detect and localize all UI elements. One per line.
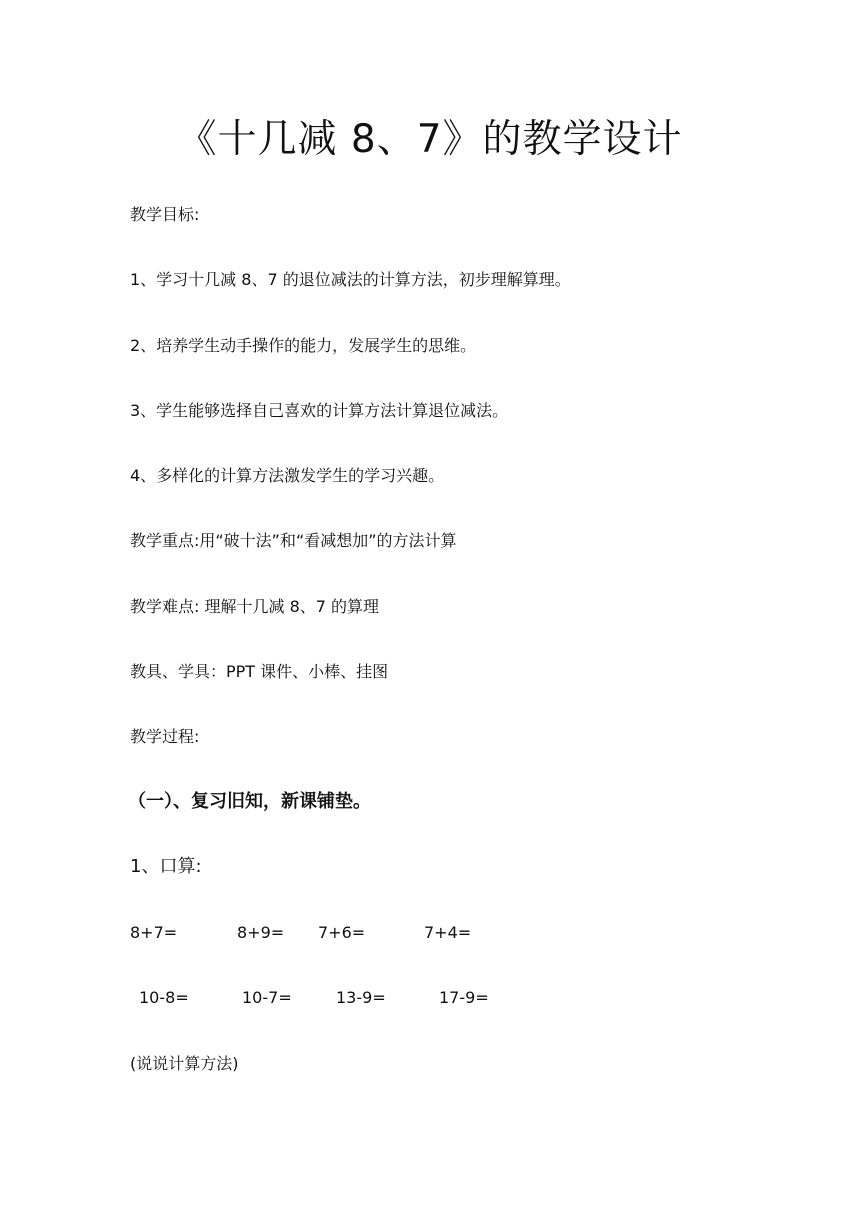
oral-problem: 8+7= xyxy=(130,923,178,942)
oral-problem: 17-9= xyxy=(439,988,489,1007)
process-heading: 教学过程: xyxy=(130,727,200,746)
difficulty: 教学难点: 理解十几减 8、7 的算理 xyxy=(130,597,380,616)
objective-item: 3、学生能够选择自己喜欢的计算方法计算退位减法。 xyxy=(130,401,509,420)
oral-problem: 10-8= xyxy=(139,988,189,1007)
key-point: 教学重点:用“破十法”和“看减想加”的方法计算 xyxy=(130,531,457,550)
section-heading: （一）、复习旧知，新课铺垫。 xyxy=(128,791,371,812)
document-title: 《十几减 8、7》的教学设计 xyxy=(177,117,683,162)
oral-problem: 13-9= xyxy=(336,988,386,1007)
teaching-tools: 教具、学具：PPT 课件、小棒、挂图 xyxy=(130,662,389,681)
method-note: (说说计算方法) xyxy=(130,1054,239,1073)
objective-item: 1、学习十几减 8、7 的退位减法的计算方法，初步理解算理。 xyxy=(130,270,571,289)
oral-row-1 xyxy=(0,922,860,944)
oral-problem: 7+4= xyxy=(424,923,472,942)
oral-row-2 xyxy=(0,987,860,1009)
oral-problem: 8+9= xyxy=(237,923,285,942)
objectives-heading: 教学目标: xyxy=(130,205,200,224)
oral-problem: 10-7= xyxy=(242,988,292,1007)
objective-item: 2、培养学生动手操作的能力，发展学生的思维。 xyxy=(130,336,477,355)
oral-heading: 1、口算: xyxy=(130,856,202,877)
oral-problem: 7+6= xyxy=(318,923,366,942)
objective-item: 4、多样化的计算方法激发学生的学习兴趣。 xyxy=(130,466,445,485)
